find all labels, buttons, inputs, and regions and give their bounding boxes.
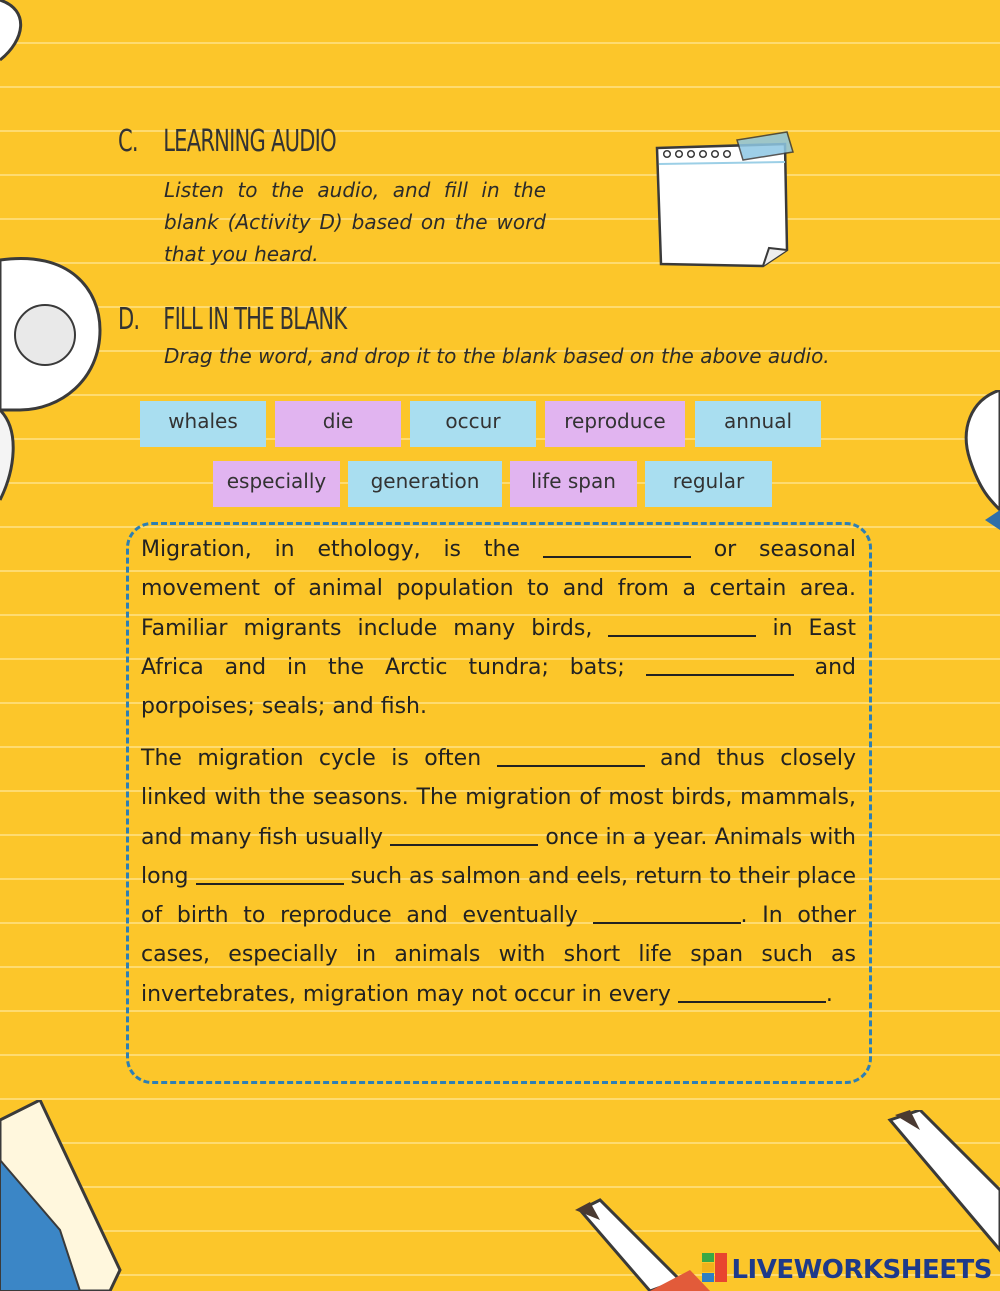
section-c-title	[118, 124, 336, 159]
passage-text: or seasonal movement of animal population to and from a certain area. Familiar migrants include many birds,	[141, 537, 856, 641]
headphones-illustration	[0, 0, 110, 560]
passage-text: Migration, in ethology, is the	[141, 537, 520, 562]
blank-drop-zone[interactable]	[678, 975, 826, 1003]
passage-paragraph-1	[141, 530, 856, 726]
right-headphone-illustration	[960, 390, 1000, 530]
word-chip[interactable]: annual	[695, 401, 821, 447]
blank-drop-zone[interactable]	[608, 609, 756, 637]
section-d-heading: FILL IN THE BLANK	[163, 302, 347, 337]
section-c-instruction: Listen to the audio, and fill in the blank (Activity D) based on the word that you heard.	[164, 178, 546, 266]
section-c-heading: LEARNING AUDIO	[163, 124, 336, 159]
blank-drop-zone[interactable]	[646, 648, 794, 676]
blank-drop-zone[interactable]	[593, 896, 741, 924]
passage-text: such as salmon and eels, return to their place of birth to reproduce and eventually	[141, 863, 856, 929]
section-d-instruction: Drag the word, and drop it to the blank based on the above audio.	[164, 344, 830, 368]
word-chip[interactable]: occur	[410, 401, 536, 447]
passage-text: once in a year. Animals with long	[141, 824, 856, 889]
section-c-letter: C.	[118, 124, 138, 159]
section-d-letter: D.	[118, 302, 140, 337]
word-chip[interactable]: reproduce	[545, 401, 685, 447]
word-chip[interactable]: generation	[348, 461, 502, 507]
word-chip[interactable]: die	[275, 401, 401, 447]
section-d-title	[118, 302, 346, 337]
passage-text: and porpoises; seals; and fish.	[141, 654, 857, 720]
passage-paragraph-2	[141, 739, 856, 1014]
word-chip[interactable]: whales	[140, 401, 266, 447]
word-chip[interactable]: regular	[645, 461, 772, 507]
liveworksheets-brand[interactable]: LIVEWORKSHEETS	[731, 1255, 992, 1285]
audio-note-card[interactable]	[645, 130, 805, 275]
blank-drop-zone[interactable]	[497, 739, 645, 767]
passage-text: and thus closely linked with the seasons. The migration of most birds, mammals, and many fish usually	[141, 746, 856, 850]
tablet-illustration	[0, 1100, 130, 1291]
blank-drop-zone[interactable]	[196, 857, 344, 885]
liveworksheets-logo-icon	[702, 1253, 728, 1283]
blank-drop-zone[interactable]	[390, 818, 538, 846]
blank-drop-zone[interactable]	[543, 530, 691, 558]
passage-text: .	[825, 981, 833, 1007]
word-chip[interactable]: life span	[510, 461, 637, 507]
passage-text: . In other cases, especially in animals with short life span such as invertebrates, migration may not occur in every	[141, 903, 856, 1007]
passage-text: The migration cycle is often	[141, 746, 482, 771]
passage-text: in East Africa and in the Arctic tundra; bats;	[141, 615, 857, 680]
word-chip[interactable]: especially	[213, 461, 340, 507]
note-paper-icon	[645, 130, 805, 275]
